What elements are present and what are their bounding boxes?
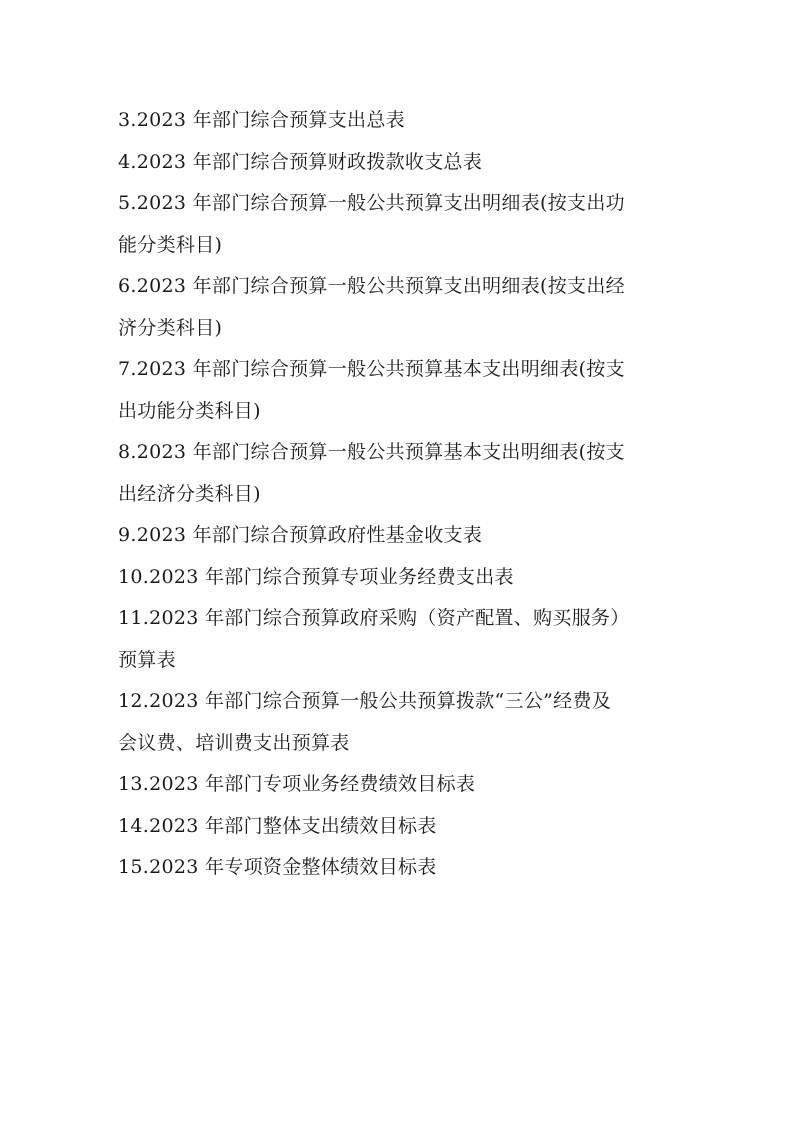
list-item — [118, 349, 678, 432]
list-item-line: 会议费、培训费支出预算表 — [118, 731, 350, 754]
list-item-line: 出经济分类科目) — [118, 482, 261, 505]
list-item — [118, 515, 678, 557]
list-item — [118, 557, 678, 599]
list-item-line: 13.2023 年部门专项业务经费绩效目标表 — [118, 773, 476, 795]
list-item-line: 济分类科目) — [118, 316, 223, 339]
list-item-line: 5.2023 年部门综合预算一般公共预算支出明细表(按支出功 — [118, 192, 625, 214]
list-item-line: 10.2023 年部门综合预算专项业务经费支出表 — [118, 565, 514, 588]
list-item-line: 12.2023 年部门综合预算一般公共预算拨款“三公”经费及 — [118, 690, 612, 712]
list-item-line: 15.2023 年专项资金整体绩效目标表 — [118, 856, 437, 878]
list-item-line: 14.2023 年部门整体支出绩效目标表 — [118, 814, 437, 837]
list-item — [118, 183, 678, 266]
list-item-line: 7.2023 年部门综合预算一般公共预算基本支出明细表(按支 — [118, 358, 625, 380]
list-item-line: 3.2023 年部门综合预算支出总表 — [118, 109, 405, 131]
list-item — [118, 681, 678, 764]
list-item-line: 4.2023 年部门综合预算财政拨款收支总表 — [118, 150, 483, 173]
list-item — [118, 432, 678, 515]
list-item — [118, 764, 678, 806]
list-item — [118, 598, 678, 681]
list-item-line: 11.2023 年部门综合预算政府采购（资产配置、购买服务） — [118, 607, 630, 629]
list-item-line: 出功能分类科目) — [118, 399, 261, 422]
list-item-line: 能分类科目) — [118, 233, 223, 256]
list-item — [118, 266, 678, 349]
list-item — [118, 142, 678, 184]
list-item — [118, 806, 678, 848]
list-item-line: 9.2023 年部门综合预算政府性基金收支表 — [118, 524, 483, 546]
list-item — [118, 847, 678, 889]
list-item — [118, 100, 678, 142]
list-item-line: 8.2023 年部门综合预算一般公共预算基本支出明细表(按支 — [118, 441, 625, 463]
table-of-contents-list — [118, 100, 678, 889]
list-item-line: 预算表 — [118, 648, 176, 671]
list-item-line: 6.2023 年部门综合预算一般公共预算支出明细表(按支出经 — [118, 275, 625, 297]
